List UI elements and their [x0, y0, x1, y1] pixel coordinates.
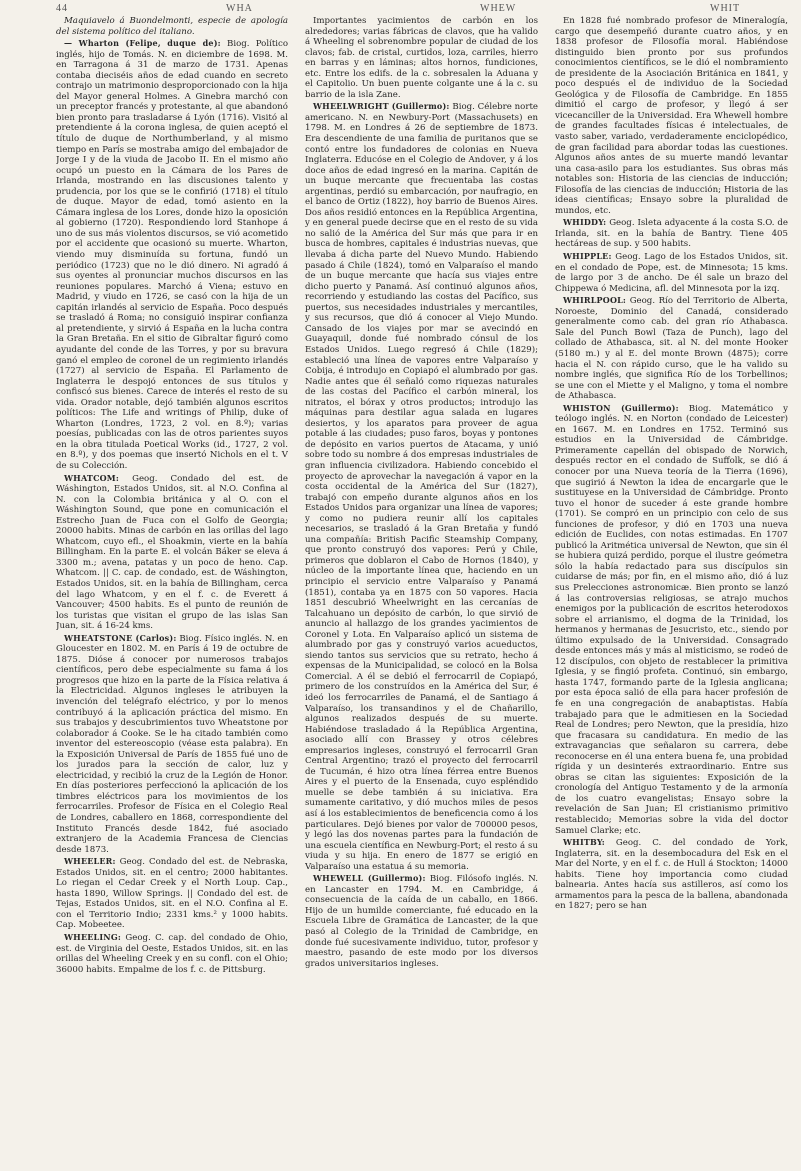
entry-continuation [56, 16, 288, 37]
entry-text: Geog. Río del Territorio de Alberta, Noroeste, Dominio del Canadá, considerado generalmente como cab. del gran río Athabasca. Sale del Punch Bowl (Taza de Punch), lago del collado de Athabasca, sit. al N. del monte Hooker (5180 m.) y al E. del monte Brown (4875); corre hacia el N. con rápido curso, que le ha valido su nombre inglés, que significa Río de los Torbellinos; se une con el Miette y el Maligno, y toma el nombre de Athabasca. [555, 296, 788, 402]
entry-text: Geog. Condado del est. de Wáshington, Estados Unidos, sit. al N.O. Confina al N. con la Colombia británica y al O. con el Wáshington Sound, que pone en comunicación el Estrecho Juan de Fuca con el Golfo de Georgia; 20000 habits. Minas de carbón en las orillas del lago Whatcom, cuyo efl., el Shoakmin, vierte en la bahía Billingham. En la parte E. el volcán Báker se eleva á 3300 m.; avena, patatas y un poco de heno. Cap. Whatcom. || C. cap. de condado, est. de Wáshington, Estados Unidos, sit. en la bahía de Billingham, cerca del lago Whatcom, y en el f. c. de Everett á Vancouver; 4500 habits. Es el punto de reunión de los turistas que visitan el grupo de las islas San Juan, sit. á 16-24 kms. [56, 473, 288, 632]
entry-headword: WHIPPLE: [563, 251, 612, 262]
entry-wheeling [56, 932, 288, 975]
entry-wharton [56, 38, 288, 471]
entry-headword: WHEELER: [64, 856, 116, 867]
entry-wheatstone [56, 633, 288, 855]
entry-headword: WHITBY: [563, 837, 605, 848]
entry-text: En 1828 fué nombrado profesor de Mineralogía, cargo que desempeñó durante cuatro años, y en 1838 profesor de Filosofía moral. Habiéndose distinguido bien pronto por sus profundos conocimientos científicos, se le dió el nombramiento de presidente de la Asociación Británica en 1841, y poco después el de individuo de la Sociedad Geológica y de Filosofía de Cambridge. En 1855 dimitió el cargo de profesor, y llegó á ser vicecanciller de la Universidad. Era Whewell hombre de grandes facultades físicas é intelectuales, de vasto saber, variado, verdaderamente enciclopédico, de gran facilidad para abordar todas las cuestiones. Algunos años antes de su muerte mandó levantar una casa-asilo para los estudiantes. Sus obras más notables son: Historia de las ciencias de inducción; Filosofía de las ciencias de inducción; Historia de las ideas científicas; Ensayo sobre la pluralidad de mundos, etc. [555, 16, 788, 216]
entry-whiston [555, 403, 788, 836]
header-right-guide-word: WHIT [710, 3, 741, 14]
entry-text: Biog. Matemático y teólogo inglés. N. en Norton (condado de Leicester) en 1667. M. en Londres en 1752. Terminó sus estudios en la Universidad de Cámbridge. Primeramente capellán del obispado de Norwich, después rector en el condado de Suffolk, se dió á conocer por una Nueva teoría de la Tierra (1696), que sugirió á Newton la idea de encargarle que le sustituyese en la Universidad de Cámbridge. Pronto tuvo el honor de suceder á este grande hombre (1701). Se compró en un principio con celo de sus funciones de profesor, y dió en 1703 una nueva edición de Euclides, con notas estimadas. En 1707 publicó la Aritmética universal de Newton, que sin él se hubiera quizá perdido, porque el ilustre geómetra sólo la había redactado para sus discípulos sin cuidarse de más; por fin, en el mismo año, dió á luz sus Prelecciones astronomicæ. Bien pronto se lanzó á las controversias religiosas, se atrajo muchos enemigos por la publicación de escritos heterodoxos sobre el arrianismo, el dogma de la Trinidad, los hermanos y hermanas de Jesucristo, etc., siendo por último expulsado de la Universidad. Consagrado desde entonces más y más al misticismo, se rodeó de 12 discípulos, con objeto de restablecer la primitiva Iglesia, y se fingió profeta. Continuó, sin embargo, hasta 1747, formando parte de la Iglesia anglicana; por esta época salió de ella para hacer profesión de fe en una congregación de anabaptistas. Había trabajado para que le admitiesen en la Sociedad Real de Londres; pero Newton, que la presidía, hizo que fracasara su candidatura. En medio de las extravagancias que señalaron su carrera, debe reconocerse en él una entera buena fe, una probidad rígida y un desinterés extraordinario. Entre sus obras se citan las siguientes: Exposición de la cronología del Antiguo Testamento y de la armonía de los cuatro evangelistas; Ensayo sobre la revelación de San Juan; El cristianismo primitivo restablecido; Memorias sobre la vida del doctor Samuel Clarke; etc. [555, 403, 788, 836]
entry-headword: — Wharton (Felipe, duque de): [64, 38, 221, 49]
page-number: 44 [56, 3, 68, 14]
entry-headword: WHISTON (Guillermo): [563, 402, 679, 413]
entry-whatcom [56, 473, 288, 632]
entry-whewell [305, 873, 538, 969]
entry-headword: WHIDDY: [563, 217, 607, 228]
entry-headword: WHEWELL (Guillermo): [313, 873, 426, 884]
entry-wheelwright [305, 101, 538, 872]
entry-whewell-continued [555, 16, 788, 216]
entry-whirlpool [555, 295, 788, 401]
entry-whipple [555, 251, 788, 294]
entry-wheeling-continued [305, 16, 538, 100]
entry-text: Maquiavelo á Buondelmonti, especie de apología del sistema político del italiano. [56, 16, 288, 37]
entry-headword: WHEELING: [64, 932, 122, 943]
entry-whitby [555, 837, 788, 912]
entry-text: Biog. Filósofo inglés. N. en Lancaster en 1794. M. en Cambridge, á consecuencia de la caída de un caballo, en 1866. Hijo de un humilde comerciante, fué educado en la Escuela Libre de Gramática de Lancaster, de la que pasó al Colegio de la Trinidad de Cambridge, en donde fué sucesivamente individuo, tutor, profesor y maestro, pasando de este modo por los diversos grados universitarios ingleses. [305, 874, 538, 969]
column-middle [305, 16, 538, 1166]
entry-text: Biog. Célebre norte americano. N. en Newbury-Port (Massachusets) en 1798. M. en Londres á 26 de septiembre de 1873. Era descendiente de una familia de puritanos que se contó entre los fundadores de colonias en Nueva Inglaterra. Educóse en el Colegio de Andover, y á los doce años de edad ingresó en la marina. Capitán de un buque mercante que frecuentaba las costas argentinas, perdió su embarcación, por naufragio, en el banco de Ortiz (1822), hoy barrio de Buenos Aires. Dos años residió entonces en la República Argentina, y en general puede decirse que en el resto de su vida no salió de la América del Sur más que para ir en busca de hombres, capitales é industrias nuevas, que llevaba á dicha parte del Nuevo Mundo. Habiendo pasado á Chile (1824), tomó en Valparaíso el mando de un buque mercante que hacía sus viajes entre dicho puerto y Panamá. Así continuó algunos años, recorriendo y estudiando las costas del Pacífico, sus puertos, sus necesidades industriales y mercantiles, y sus recursos, que dió á conocer al Viejo Mundo. Cansado de los viajes por mar se avecindó en Guayaquil, donde fué nombrado cónsul de los Estados Unidos. Luego regresó á Chile (1829); estableció una línea de vapores entre Valparaíso y Cobija, é introdujo en Copiapó el alumbrado por gas. Nadie antes que él señaló como riquezas naturales de las costas del Pacífico el carbón mineral, los nitratos, el bórax y otros productos; introdujo las máquinas para destilar agua salada en lugares desiertos, y los aparatos para proveer de agua potable á las ciudades; puso faros, boyas y pontones de depósito en varios puertos de Atacama, y unió sobre todo su nombre á dos empresas industriales de gran influencia civilizadora. Habiendo concebido el proyecto de aprovechar la navegación á vapor en la costa occidental de la América del Sur (1827), trabajó con empeño durante algunos años en los Estados Unidos para organizar una línea de vapores; y como no pudiera reunir allí los capitales necesarios, se trasladó á la Gran Bretaña y fundó una compañía: British Pacific Steamship Company, que pronto construyó dos vapores: Perú y Chile, primeros que doblaron el Cabo de Hornos (1840), y núcleo de la importante línea que, haciendo en un principio el servicio entre Valparaíso y Panamá (1851), contaba ya en 1875 con 50 vapores. Hacia 1851 descubrió Wheelwright en las cercanías de Talcahuano un depósito de carbón, lo que sirvió de anuncio al hallazgo de los grandes yacimientos de Coronel y Lota. En Valparaíso aplicó un sistema de alumbrado por gas y construyó varios acueductos, siendo tantos sus servicios que su retrato, hecho á expensas de la Municipalidad, se colocó en la Bolsa Comercial. A él se debió el ferrocarril de Copiapó, primero de los construídos en la América del Sur, é ideó los ferrocarriles de Panamá, el de Santiago á Valparaíso, los transandinos y el de Chañarillo, algunos realizados después de su muerte. Habiéndose trasladado á la República Argentina, asociado allí con Brassey y otros célebres empresarios ingleses, construyó el ferrocarril Gran Central Argentino; trazó el proyecto del ferrocarril de Tucumán, é hizo otra línea férrea entre Buenos Aires y el puerto de la Ensenada, cuyo espléndido muelle se debe también á su iniciativa. Era sumamente caritativo, y dió muchos miles de pesos así á los establecimientos de beneficencia como á los particulares. Dejó bienes por valor de 700000 pesos, y legó las dos novenas partes para la fundación de una escuela científica en Newburg-Port; el resto á su viuda y su hija. En enero de 1877 se erigió en Valparaíso una estatua á su memoria. [305, 102, 538, 872]
entry-text: Geog. Isleta adyacente á la costa S.O. de Irlanda, sit. en la bahía de Bantry. Tiene 405 hectáreas de sup. y 500 habits. [555, 218, 788, 250]
entry-text: Importantes yacimientos de carbón en los alrededores; varias fábricas de clavos, que ha valido á Wheeling el sobrenombre popular de ciudad de los clavos; fab. de cristal, curtidos, loza, carriles, hierro en barras y en láminas; altos hornos, fundiciones, etc. Entre los edifs. de la c. sobresalen la Aduana y el Capitolio. Un buen puente colgante une á la c. su barrio de la isla Zane. [305, 16, 538, 100]
entry-text: Geog. Condado del est. de Nebraska, Estados Unidos, sit. en el centro; 2000 habitantes. Lo riegan el Cedar Creek y el North Loup. Cap., hasta 1890, Willow Springs. || Condado del est. de Tejas, Estados Unidos, sit. en el N.O. Confina al E. con el Territorio Indio; 2331 kms.² y 1000 habits. Cap. Mobeetee. [56, 857, 288, 931]
column-right [555, 16, 788, 1166]
entry-text: Biog. Físico inglés. N. en Gloucester en 1802. M. en París á 19 de octubre de 1875. Dióse á conocer por numerosos trabajos científicos, pero debe especialmente su fama á los progresos que hizo en la parte de la Física relativa á la Electricidad. Algunos ingleses le atribuyen la invención del telégrafo eléctrico, y por lo menos contribuyó á la aplicación práctica del mismo. En sus trabajos y descubrimientos tuvo Wheatstone por colaborador á Cooke. Se le ha citado también como inventor del estereoscopio (véase esta palabra). En la Exposición Universal de París de 1855 fué uno de los jurados para la sección de calor, luz y electricidad, y recibió la cruz de la Legión de Honor. En días posteriores perfeccionó la aplicación de los timbres eléctricos para los movimientos de los ferrocarriles. Profesor de Física en el Colegio Real de Londres, caballero en 1868, correspondiente del Instituto Francés desde 1842, fué asociado extranjero de la Academia Francesa de Ciencias desde 1873. [56, 633, 288, 855]
entry-whiddy [555, 217, 788, 250]
entry-text: Geog. C. cap. del condado de Ohio, est. de Virginia del Oeste, Estados Unidos, sit. en las orillas del Wheeling Creek y en su confl. con el Ohio; 36000 habits. Empalme de los f. c. de Pittsburg. [56, 933, 288, 975]
entry-headword: WHEATSTONE (Carlos): [64, 632, 177, 643]
entry-headword: WHEELWRIGHT (Guillermo): [313, 101, 450, 112]
entry-headword: WHATCOM: [64, 472, 120, 483]
text-columns [56, 16, 788, 1166]
entry-headword: WHIRLPOOL: [563, 295, 627, 306]
entry-text: Geog. C. del condado de York, Inglaterra, sit. en la desembocadura del Esk en el Mar del Norte, y en el f. c. de Hull á Stockton; 14000 habits. Tiene hoy importancia como ciudad balnearia. Antes hacía sus astilleros, así como los armamentos para la pesca de la ballena, abandonada en 1827; pero se han [555, 838, 788, 912]
entry-text: Biog. Político inglés, hijo de Tomás. N. en diciembre de 1698. M. en Tarragona á 31 de marzo de 1731. Apenas contaba dieciséis años de edad cuando en secreto contrajo un matrimonio desproporcionado con la hija del Mayor general Holmes. A Ginebra marchó con un preceptor francés y protestante, al que abandonó bien pronto para trasladarse á Lyón (1716). Visitó al pretendiente á la corona inglesa, de quien aceptó el título de duque de Northumberland, y al mismo tiempo en París se mostraba amigo del embajador de Jorge I y de la viuda de Jacobo II. En el mismo año ocupó un puesto en la Cámara de los Pares de Irlanda, mostrando en las discusiones talento y prudencia, por los que se le confirió (1718) el título de duque. Mayor de edad, tomó asiento en la Cámara inglesa de los Lores, donde hizo la oposición al gobierno (1720). Respondiendo lord Stanhope á uno de sus más violentos discursos, se vió acometido por el accidente que ocasionó su muerte. Wharton, viendo muy disminuída su fortuna, fundó un periódico (1723) que no le dió dinero. Ni agradó á sus oyentes al pronunciar muchos discursos en las reuniones populares. Marchó á Viena; estuvo en Madrid, y viudo en 1726, se casó con la hija de un capitán irlandés al servicio de España. Poco después se trasladó á Roma; no consiguió inspirar confianza al pretendiente, y sirvió á España en la lucha contra la Gran Bretaña. En el sitio de Gibraltar figuró como ayudante del conde de las Torres, y por su bravura ganó el empleo de coronel de un regimiento irlandés (1727) al servicio de España. El Parlamento de Inglaterra le despojó entonces de sus títulos y confiscó sus bienes. Carece de interés el resto de su vida. Orador notable, dejó también algunos escritos políticos: The Life and writings of Philip, duke of Wharton (Londres, 1723, 2 vol. en 8.º); varias poesías, publicadas con las de otros parientes suyos en la obra titulada Poetical Works (id., 1727, 2 vol. en 8.º), y dos poemas que insertó Nichols en el t. V de su Colección. [56, 39, 288, 471]
column-left [56, 16, 288, 1166]
header-left-guide-word: WHA [226, 3, 253, 14]
header-middle-guide-word: WHEW [480, 3, 517, 14]
entry-wheeler [56, 856, 288, 931]
entry-text: Geog. Lago de los Estados Unidos, sit. en el condado de Pope, est. de Minnesota; 15 kms. de largo por 3 de ancho. De él sale un brazo del Chippewa ó Medicina, afl. del Minnesota por la izq. [555, 252, 788, 294]
